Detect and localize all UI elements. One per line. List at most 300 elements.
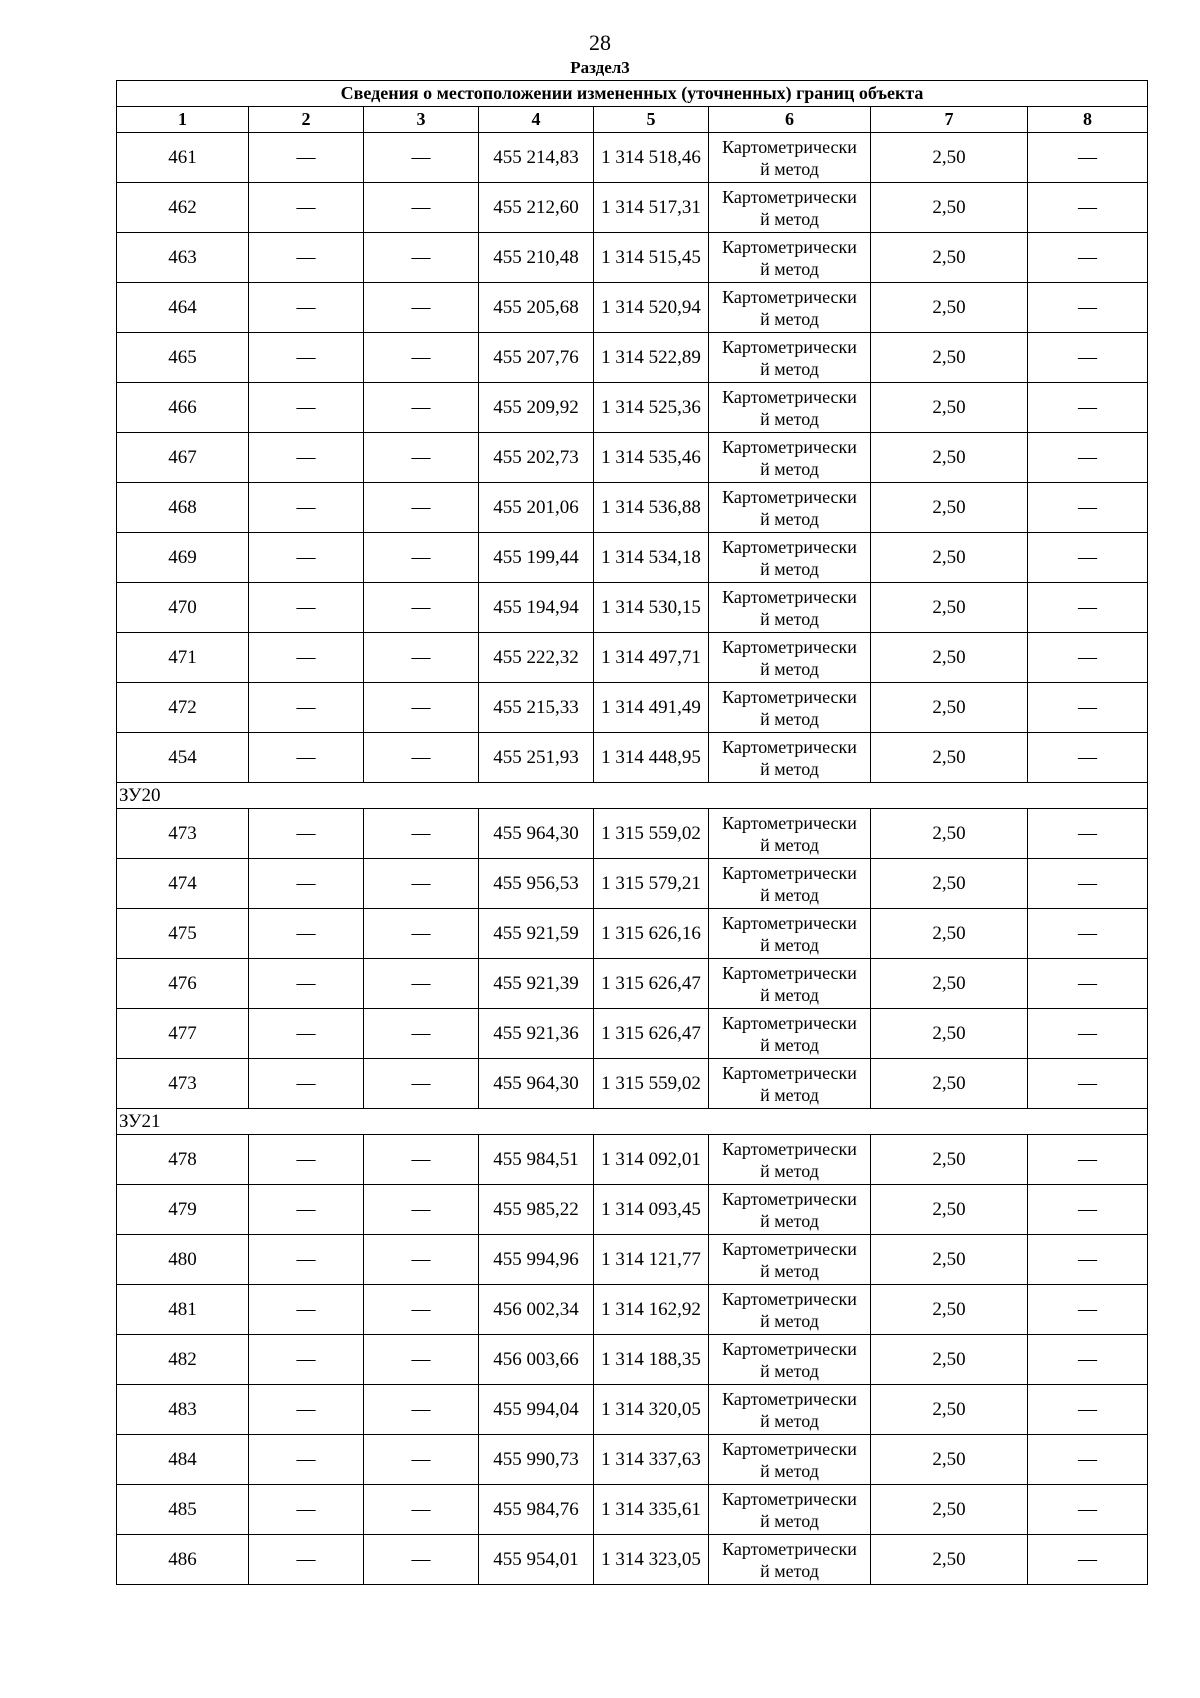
- method-cell: [709, 183, 871, 233]
- column-3-cell: —: [364, 1135, 479, 1185]
- method-cell: [709, 233, 871, 283]
- accuracy-cell: 2,50: [871, 183, 1028, 233]
- method-line-2: й метод: [760, 1410, 819, 1431]
- method-line-2: й метод: [760, 934, 819, 955]
- y-coordinate-cell: 1 314 320,05: [594, 1385, 709, 1435]
- column-3-cell: —: [364, 809, 479, 859]
- column-3-cell: —: [364, 433, 479, 483]
- column-8-cell: —: [1028, 1135, 1148, 1185]
- accuracy-cell: 2,50: [871, 283, 1028, 333]
- method-cell: [709, 1385, 871, 1435]
- column-8-cell: —: [1028, 1335, 1148, 1385]
- method-cell: [709, 633, 871, 683]
- method-cell: [709, 533, 871, 583]
- column-8-cell: —: [1028, 1435, 1148, 1485]
- method-line-2: й метод: [760, 658, 819, 679]
- point-number-cell: 454: [117, 733, 249, 783]
- table-row: [117, 1485, 1148, 1535]
- coordinates-table: [116, 80, 1148, 1585]
- group-label: ЗУ20: [117, 783, 1148, 809]
- point-number-cell: 486: [117, 1535, 249, 1585]
- column-3-cell: —: [364, 633, 479, 683]
- y-coordinate-cell: 1 314 515,45: [594, 233, 709, 283]
- column-number: 4: [479, 107, 594, 133]
- method-line-2: й метод: [760, 358, 819, 379]
- method-line-1: Картометрически: [722, 812, 857, 833]
- method-line-2: й метод: [760, 758, 819, 779]
- y-coordinate-cell: 1 314 497,71: [594, 633, 709, 683]
- column-2-cell: —: [249, 1009, 364, 1059]
- method-cell: [709, 683, 871, 733]
- method-line-1: Картометрически: [722, 286, 857, 307]
- point-number-cell: 472: [117, 683, 249, 733]
- method-cell: [709, 1485, 871, 1535]
- column-2-cell: —: [249, 233, 364, 283]
- method-cell: [709, 1435, 871, 1485]
- x-coordinate-cell: 455 209,92: [479, 383, 594, 433]
- column-8-cell: —: [1028, 283, 1148, 333]
- column-8-cell: —: [1028, 859, 1148, 909]
- y-coordinate-cell: 1 315 626,47: [594, 959, 709, 1009]
- method-line-1: Картометрически: [722, 1388, 857, 1409]
- table-row: [117, 1535, 1148, 1585]
- point-number-cell: 479: [117, 1185, 249, 1235]
- accuracy-cell: 2,50: [871, 1485, 1028, 1535]
- column-number: 3: [364, 107, 479, 133]
- method-line-2: й метод: [760, 1160, 819, 1181]
- accuracy-cell: 2,50: [871, 583, 1028, 633]
- column-3-cell: —: [364, 583, 479, 633]
- x-coordinate-cell: 455 954,01: [479, 1535, 594, 1585]
- point-number-cell: 474: [117, 859, 249, 909]
- accuracy-cell: 2,50: [871, 1285, 1028, 1335]
- method-cell: [709, 733, 871, 783]
- y-coordinate-cell: 1 315 559,02: [594, 809, 709, 859]
- column-2-cell: —: [249, 859, 364, 909]
- method-line-2: й метод: [760, 1460, 819, 1481]
- y-coordinate-cell: 1 314 535,46: [594, 433, 709, 483]
- table-row: [117, 333, 1148, 383]
- y-coordinate-cell: 1 314 337,63: [594, 1435, 709, 1485]
- method-line-1: Картометрически: [722, 1488, 857, 1509]
- method-line-1: Картометрически: [722, 336, 857, 357]
- table-row: [117, 1235, 1148, 1285]
- method-line-2: й метод: [760, 608, 819, 629]
- method-line-2: й метод: [760, 258, 819, 279]
- point-number-cell: 473: [117, 809, 249, 859]
- y-coordinate-cell: 1 314 520,94: [594, 283, 709, 333]
- x-coordinate-cell: 455 251,93: [479, 733, 594, 783]
- method-line-1: Картометрически: [722, 636, 857, 657]
- column-2-cell: —: [249, 909, 364, 959]
- y-coordinate-cell: 1 314 448,95: [594, 733, 709, 783]
- method-cell: [709, 959, 871, 1009]
- accuracy-cell: 2,50: [871, 633, 1028, 683]
- column-8-cell: —: [1028, 1385, 1148, 1435]
- column-8-cell: —: [1028, 533, 1148, 583]
- column-8-cell: —: [1028, 483, 1148, 533]
- column-number: 7: [871, 107, 1028, 133]
- column-3-cell: —: [364, 1535, 479, 1585]
- method-cell: [709, 383, 871, 433]
- y-coordinate-cell: 1 314 121,77: [594, 1235, 709, 1285]
- accuracy-cell: 2,50: [871, 1009, 1028, 1059]
- table-row: [117, 683, 1148, 733]
- table-row: [117, 533, 1148, 583]
- y-coordinate-cell: 1 314 335,61: [594, 1485, 709, 1535]
- column-2-cell: —: [249, 633, 364, 683]
- column-8-cell: —: [1028, 1235, 1148, 1285]
- x-coordinate-cell: 456 003,66: [479, 1335, 594, 1385]
- x-coordinate-cell: 455 202,73: [479, 433, 594, 483]
- column-8-cell: —: [1028, 333, 1148, 383]
- table-row: [117, 1335, 1148, 1385]
- y-coordinate-cell: 1 314 491,49: [594, 683, 709, 733]
- accuracy-cell: 2,50: [871, 1135, 1028, 1185]
- point-number-cell: 470: [117, 583, 249, 633]
- table-row: [117, 809, 1148, 859]
- point-number-cell: 476: [117, 959, 249, 1009]
- table-row: [117, 959, 1148, 1009]
- point-number-cell: 465: [117, 333, 249, 383]
- method-line-1: Картометрически: [722, 1062, 857, 1083]
- x-coordinate-cell: 455 214,83: [479, 133, 594, 183]
- accuracy-cell: 2,50: [871, 1059, 1028, 1109]
- method-cell: [709, 283, 871, 333]
- column-3-cell: —: [364, 283, 479, 333]
- method-line-1: Картометрически: [722, 1288, 857, 1309]
- column-2-cell: —: [249, 383, 364, 433]
- accuracy-cell: 2,50: [871, 809, 1028, 859]
- column-2-cell: —: [249, 133, 364, 183]
- accuracy-cell: 2,50: [871, 1535, 1028, 1585]
- method-line-2: й метод: [760, 1034, 819, 1055]
- column-8-cell: —: [1028, 1535, 1148, 1585]
- table-row: [117, 1285, 1148, 1335]
- column-number: 5: [594, 107, 709, 133]
- y-coordinate-cell: 1 314 093,45: [594, 1185, 709, 1235]
- method-cell: [709, 809, 871, 859]
- table-row: [117, 733, 1148, 783]
- column-3-cell: —: [364, 183, 479, 233]
- column-2-cell: —: [249, 1185, 364, 1235]
- point-number-cell: 467: [117, 433, 249, 483]
- x-coordinate-cell: 455 994,96: [479, 1235, 594, 1285]
- x-coordinate-cell: 455 964,30: [479, 1059, 594, 1109]
- x-coordinate-cell: 455 222,32: [479, 633, 594, 683]
- method-line-1: Картометрически: [722, 586, 857, 607]
- column-2-cell: —: [249, 1235, 364, 1285]
- table-body: [117, 81, 1148, 1585]
- column-2-cell: —: [249, 433, 364, 483]
- accuracy-cell: 2,50: [871, 859, 1028, 909]
- accuracy-cell: 2,50: [871, 233, 1028, 283]
- column-8-cell: —: [1028, 959, 1148, 1009]
- column-2-cell: —: [249, 1135, 364, 1185]
- method-line-2: й метод: [760, 1310, 819, 1331]
- group-header-row: [117, 783, 1148, 809]
- method-line-2: й метод: [760, 1510, 819, 1531]
- column-2-cell: —: [249, 583, 364, 633]
- method-cell: [709, 1535, 871, 1585]
- table-row: [117, 1185, 1148, 1235]
- column-3-cell: —: [364, 1435, 479, 1485]
- column-2-cell: —: [249, 1535, 364, 1585]
- x-coordinate-cell: 455 921,36: [479, 1009, 594, 1059]
- y-coordinate-cell: 1 315 559,02: [594, 1059, 709, 1109]
- column-number: 2: [249, 107, 364, 133]
- table-row: [117, 433, 1148, 483]
- column-8-cell: —: [1028, 1185, 1148, 1235]
- accuracy-cell: 2,50: [871, 533, 1028, 583]
- y-coordinate-cell: 1 314 323,05: [594, 1535, 709, 1585]
- x-coordinate-cell: 455 956,53: [479, 859, 594, 909]
- column-2-cell: —: [249, 733, 364, 783]
- table-row: [117, 1135, 1148, 1185]
- table-row: [117, 133, 1148, 183]
- column-number-row: [117, 107, 1148, 133]
- table-row: [117, 183, 1148, 233]
- accuracy-cell: 2,50: [871, 1235, 1028, 1285]
- x-coordinate-cell: 455 201,06: [479, 483, 594, 533]
- x-coordinate-cell: 455 921,39: [479, 959, 594, 1009]
- column-2-cell: —: [249, 183, 364, 233]
- y-coordinate-cell: 1 314 536,88: [594, 483, 709, 533]
- point-number-cell: 471: [117, 633, 249, 683]
- method-cell: [709, 483, 871, 533]
- y-coordinate-cell: 1 314 517,31: [594, 183, 709, 233]
- column-3-cell: —: [364, 1335, 479, 1385]
- column-3-cell: —: [364, 533, 479, 583]
- column-2-cell: —: [249, 1385, 364, 1435]
- method-line-1: Картометрически: [722, 1138, 857, 1159]
- table-row: [117, 859, 1148, 909]
- method-line-2: й метод: [760, 1084, 819, 1105]
- method-line-1: Картометрически: [722, 1188, 857, 1209]
- x-coordinate-cell: 455 199,44: [479, 533, 594, 583]
- column-2-cell: —: [249, 283, 364, 333]
- column-8-cell: —: [1028, 583, 1148, 633]
- method-cell: [709, 133, 871, 183]
- column-8-cell: —: [1028, 183, 1148, 233]
- method-line-1: Картометрически: [722, 136, 857, 157]
- table-row: [117, 483, 1148, 533]
- point-number-cell: 484: [117, 1435, 249, 1485]
- column-2-cell: —: [249, 533, 364, 583]
- method-line-2: й метод: [760, 508, 819, 529]
- point-number-cell: 483: [117, 1385, 249, 1435]
- column-8-cell: —: [1028, 733, 1148, 783]
- column-3-cell: —: [364, 959, 479, 1009]
- method-cell: [709, 1059, 871, 1109]
- x-coordinate-cell: 455 212,60: [479, 183, 594, 233]
- page-number: 28: [589, 30, 611, 55]
- method-line-1: Картометрически: [722, 962, 857, 983]
- y-coordinate-cell: 1 314 162,92: [594, 1285, 709, 1335]
- method-line-1: Картометрически: [722, 736, 857, 757]
- method-cell: [709, 433, 871, 483]
- column-3-cell: —: [364, 733, 479, 783]
- y-coordinate-cell: 1 315 626,16: [594, 909, 709, 959]
- x-coordinate-cell: 455 984,76: [479, 1485, 594, 1535]
- x-coordinate-cell: 455 984,51: [479, 1135, 594, 1185]
- column-2-cell: —: [249, 683, 364, 733]
- method-line-1: Картометрически: [722, 1012, 857, 1033]
- column-3-cell: —: [364, 1235, 479, 1285]
- x-coordinate-cell: 455 994,04: [479, 1385, 594, 1435]
- column-3-cell: —: [364, 1185, 479, 1235]
- method-cell: [709, 1335, 871, 1385]
- column-3-cell: —: [364, 683, 479, 733]
- x-coordinate-cell: 455 985,22: [479, 1185, 594, 1235]
- column-8-cell: —: [1028, 683, 1148, 733]
- method-line-2: й метод: [760, 458, 819, 479]
- method-line-1: Картометрически: [722, 1238, 857, 1259]
- column-2-cell: —: [249, 483, 364, 533]
- column-8-cell: —: [1028, 383, 1148, 433]
- point-number-cell: 461: [117, 133, 249, 183]
- accuracy-cell: 2,50: [871, 733, 1028, 783]
- point-number-cell: 466: [117, 383, 249, 433]
- column-8-cell: —: [1028, 909, 1148, 959]
- point-number-cell: 480: [117, 1235, 249, 1285]
- accuracy-cell: 2,50: [871, 1335, 1028, 1385]
- x-coordinate-cell: 455 194,94: [479, 583, 594, 633]
- method-line-2: й метод: [760, 558, 819, 579]
- section-title: Раздел3: [570, 58, 630, 77]
- method-line-1: Картометрически: [722, 386, 857, 407]
- table-row: [117, 283, 1148, 333]
- method-cell: [709, 583, 871, 633]
- table-row: [117, 1435, 1148, 1485]
- method-line-1: Картометрически: [722, 912, 857, 933]
- y-coordinate-cell: 1 314 518,46: [594, 133, 709, 183]
- method-line-1: Картометрически: [722, 1538, 857, 1559]
- accuracy-cell: 2,50: [871, 1185, 1028, 1235]
- table-caption: Сведения о местоположении измененных (уточненных) границ объекта: [117, 81, 1148, 107]
- x-coordinate-cell: 455 210,48: [479, 233, 594, 283]
- table-row: [117, 1385, 1148, 1435]
- table-row: [117, 909, 1148, 959]
- column-2-cell: —: [249, 1435, 364, 1485]
- column-2-cell: —: [249, 959, 364, 1009]
- table-row: [117, 633, 1148, 683]
- column-8-cell: —: [1028, 1009, 1148, 1059]
- column-3-cell: —: [364, 1485, 479, 1535]
- point-number-cell: 463: [117, 233, 249, 283]
- x-coordinate-cell: 455 215,33: [479, 683, 594, 733]
- point-number-cell: 468: [117, 483, 249, 533]
- point-number-cell: 477: [117, 1009, 249, 1059]
- column-number: 8: [1028, 107, 1148, 133]
- x-coordinate-cell: 455 205,68: [479, 283, 594, 333]
- column-8-cell: —: [1028, 233, 1148, 283]
- accuracy-cell: 2,50: [871, 433, 1028, 483]
- column-3-cell: —: [364, 383, 479, 433]
- method-line-2: й метод: [760, 1260, 819, 1281]
- point-number-cell: 475: [117, 909, 249, 959]
- method-line-1: Картометрически: [722, 686, 857, 707]
- column-2-cell: —: [249, 1335, 364, 1385]
- column-3-cell: —: [364, 1009, 479, 1059]
- column-3-cell: —: [364, 1285, 479, 1335]
- accuracy-cell: 2,50: [871, 683, 1028, 733]
- x-coordinate-cell: 455 207,76: [479, 333, 594, 383]
- method-line-2: й метод: [760, 1210, 819, 1231]
- y-coordinate-cell: 1 314 525,36: [594, 383, 709, 433]
- column-2-cell: —: [249, 809, 364, 859]
- method-cell: [709, 333, 871, 383]
- method-cell: [709, 1009, 871, 1059]
- method-line-1: Картометрически: [722, 1438, 857, 1459]
- method-line-2: й метод: [760, 834, 819, 855]
- method-line-2: й метод: [760, 208, 819, 229]
- column-3-cell: —: [364, 909, 479, 959]
- method-line-2: й метод: [760, 708, 819, 729]
- column-number: 6: [709, 107, 871, 133]
- point-number-cell: 485: [117, 1485, 249, 1535]
- column-3-cell: —: [364, 1385, 479, 1435]
- table-caption-row: [117, 81, 1148, 107]
- method-line-1: Картометрически: [722, 1338, 857, 1359]
- table-row: [117, 383, 1148, 433]
- column-8-cell: —: [1028, 809, 1148, 859]
- y-coordinate-cell: 1 315 626,47: [594, 1009, 709, 1059]
- column-8-cell: —: [1028, 1485, 1148, 1535]
- table-row: [117, 1059, 1148, 1109]
- accuracy-cell: 2,50: [871, 383, 1028, 433]
- method-line-2: й метод: [760, 1560, 819, 1581]
- accuracy-cell: 2,50: [871, 133, 1028, 183]
- table-row: [117, 233, 1148, 283]
- column-2-cell: —: [249, 1485, 364, 1535]
- point-number-cell: 482: [117, 1335, 249, 1385]
- column-8-cell: —: [1028, 433, 1148, 483]
- column-3-cell: —: [364, 133, 479, 183]
- point-number-cell: 478: [117, 1135, 249, 1185]
- column-2-cell: —: [249, 1059, 364, 1109]
- column-number: 1: [117, 107, 249, 133]
- x-coordinate-cell: 456 002,34: [479, 1285, 594, 1335]
- method-line-1: Картометрически: [722, 862, 857, 883]
- x-coordinate-cell: 455 990,73: [479, 1435, 594, 1485]
- method-cell: [709, 1235, 871, 1285]
- method-cell: [709, 909, 871, 959]
- method-line-2: й метод: [760, 1360, 819, 1381]
- method-line-1: Картометрически: [722, 436, 857, 457]
- accuracy-cell: 2,50: [871, 1385, 1028, 1435]
- table-row: [117, 583, 1148, 633]
- column-3-cell: —: [364, 483, 479, 533]
- y-coordinate-cell: 1 314 188,35: [594, 1335, 709, 1385]
- method-line-1: Картометрически: [722, 536, 857, 557]
- method-line-2: й метод: [760, 408, 819, 429]
- method-line-2: й метод: [760, 984, 819, 1005]
- x-coordinate-cell: 455 921,59: [479, 909, 594, 959]
- y-coordinate-cell: 1 314 092,01: [594, 1135, 709, 1185]
- point-number-cell: 473: [117, 1059, 249, 1109]
- method-line-2: й метод: [760, 884, 819, 905]
- y-coordinate-cell: 1 314 530,15: [594, 583, 709, 633]
- method-cell: [709, 1135, 871, 1185]
- method-line-1: Картометрически: [722, 486, 857, 507]
- x-coordinate-cell: 455 964,30: [479, 809, 594, 859]
- accuracy-cell: 2,50: [871, 483, 1028, 533]
- column-3-cell: —: [364, 333, 479, 383]
- y-coordinate-cell: 1 315 579,21: [594, 859, 709, 909]
- accuracy-cell: 2,50: [871, 959, 1028, 1009]
- accuracy-cell: 2,50: [871, 909, 1028, 959]
